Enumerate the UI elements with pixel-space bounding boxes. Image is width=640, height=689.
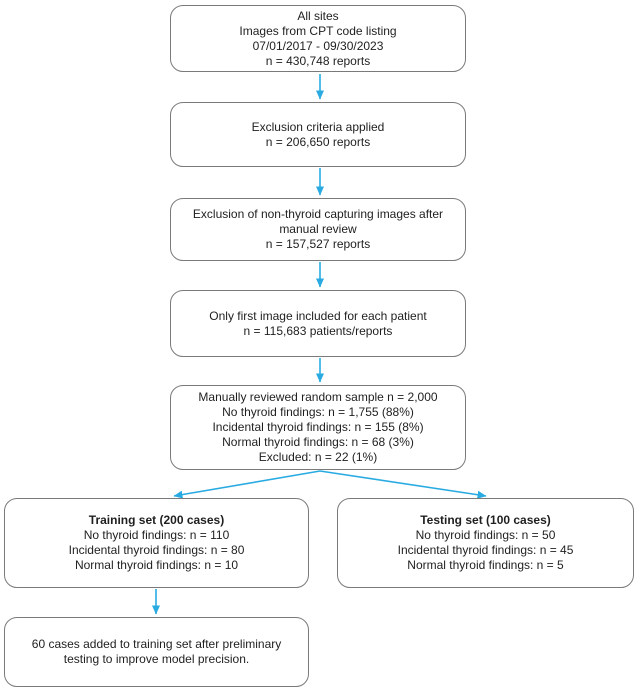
box-random-sample-line: Manually reviewed random sample n = 2,000 [198, 390, 438, 404]
box-first-image-only [170, 290, 466, 357]
box-training-set-line: Incidental thyroid findings: n = 80 [68, 543, 245, 557]
box-non-thyroid-exclusion [170, 198, 466, 261]
box-non-thyroid-line: n = 157,527 reports [265, 237, 371, 251]
box-non-thyroid-line: manual review [279, 222, 357, 236]
box-all-sites-line: All sites [297, 8, 339, 23]
box-random-sample [170, 385, 466, 470]
box-added-cases-line: testing to improve model precision. [63, 652, 250, 666]
box-testing-set-line: No thyroid findings: n = 50 [415, 528, 556, 542]
box-all-sites [170, 5, 466, 72]
box-training-set-line: No thyroid findings: n = 110 [83, 528, 230, 542]
box-training-set-title: Training set (200 cases) [88, 513, 225, 527]
box-all-sites-line: Images from CPT code listing [239, 23, 397, 38]
arrow-sample-to-testing [320, 471, 486, 496]
box-random-sample-line: Incidental thyroid findings: n = 155 (8%) [212, 420, 424, 434]
box-exclusion-line: Exclusion criteria applied [251, 119, 385, 134]
box-training-set-line: Normal thyroid findings: n = 10 [74, 558, 239, 572]
box-first-image-line: n = 115,683 patients/reports [243, 323, 393, 338]
box-added-cases [4, 617, 309, 687]
box-training-set [4, 498, 309, 588]
box-random-sample-line: Excluded: n = 22 (1%) [258, 450, 378, 464]
box-all-sites-line: 07/01/2017 - 09/30/2023 [252, 38, 384, 53]
arrow-sample-to-training [174, 471, 320, 496]
box-random-sample-line: Normal thyroid findings: n = 68 (3%) [222, 435, 414, 449]
box-non-thyroid-line: Exclusion of non-thyroid capturing images after [192, 207, 444, 221]
box-added-cases-line: 60 cases added to training set after preliminary [31, 637, 282, 651]
box-all-sites-line: n = 430,748 reports [265, 53, 371, 68]
box-testing-set-line: Normal thyroid findings: n = 5 [407, 558, 564, 572]
box-exclusion-criteria [170, 102, 466, 167]
box-testing-set-line: Incidental thyroid findings: n = 45 [397, 543, 574, 557]
box-random-sample-line: No thyroid findings: n = 1,755 (88%) [222, 405, 414, 419]
box-exclusion-line: n = 206,650 reports [265, 134, 371, 149]
box-testing-set [337, 498, 634, 588]
box-testing-set-title: Testing set (100 cases) [420, 513, 551, 527]
box-first-image-line: Only first image included for each patient [209, 308, 427, 323]
